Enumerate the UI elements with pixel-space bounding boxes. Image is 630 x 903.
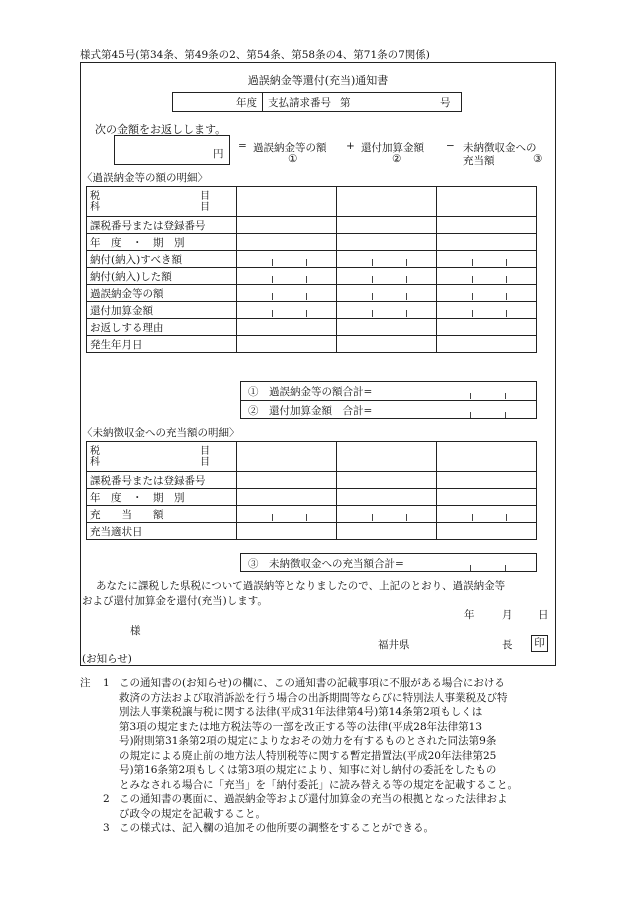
cell[interactable]: [237, 187, 337, 217]
formula-item1: 過誤納金等の額: [253, 142, 327, 154]
row-appropriation-date: 充当適状日: [87, 523, 237, 540]
note1-text: [119, 676, 518, 792]
cell[interactable]: [337, 319, 437, 336]
cell[interactable]: [337, 336, 437, 353]
closing-line1: あなたに課税した県税について過誤納等となりましたので、上記のとおり、過誤納金等: [96, 580, 506, 592]
cell[interactable]: [337, 285, 437, 302]
tick: [470, 412, 471, 418]
row-amount-paid: 納付(納入)した額: [87, 268, 237, 285]
bill-no-dai: 第: [340, 97, 351, 109]
cell[interactable]: [337, 187, 437, 217]
notes-label: 注: [80, 677, 91, 689]
cell[interactable]: [437, 489, 537, 506]
tick: [505, 393, 506, 399]
form-number: 様式第45号(第34条、第49条の2、第54条、第58条の4、第71条の7関係): [80, 49, 430, 61]
cell[interactable]: [237, 336, 337, 353]
digit-separator-tick: [372, 259, 373, 266]
section1-heading: 〈過誤納金等の額の明細〉: [82, 172, 208, 184]
date-day: 日: [538, 609, 549, 621]
cell[interactable]: [437, 506, 537, 523]
digit-separator-tick: [372, 293, 373, 300]
digit-separator-tick: [472, 293, 473, 300]
cell[interactable]: [437, 234, 537, 251]
year-label: 年度: [236, 97, 257, 109]
cell[interactable]: [437, 285, 537, 302]
cell[interactable]: [237, 302, 337, 319]
closing-line2: および還付加算金を還付(充当)します。: [82, 595, 268, 607]
digit-separator-tick: [406, 310, 407, 317]
cell[interactable]: [337, 489, 437, 506]
notice-label: (お知らせ): [82, 653, 132, 665]
date-month: 月: [502, 609, 513, 621]
digit-separator-tick: [272, 259, 273, 266]
cell[interactable]: [237, 472, 337, 489]
row-tax-number: 課税番号または登録番号: [87, 217, 237, 234]
section2-heading: 〈未納徴収金への充当額の明細〉: [82, 427, 240, 439]
cell[interactable]: [437, 268, 537, 285]
cell[interactable]: [337, 442, 437, 472]
bill-no-label: 支払請求番号: [268, 97, 331, 109]
note2-number: 2: [103, 793, 110, 805]
digit-separator-tick: [372, 276, 373, 283]
digit-separator-tick: [406, 259, 407, 266]
total-appropriation: ③ 未納徴収金への充当額合計=: [248, 558, 404, 570]
issuer-name: 福井県: [378, 639, 410, 651]
cell[interactable]: [237, 285, 337, 302]
note3-text: [119, 821, 434, 836]
note3-number: 3: [103, 822, 110, 834]
cell[interactable]: [337, 217, 437, 234]
formula-eq: =: [238, 140, 247, 152]
formula-item2-num: ②: [392, 153, 402, 165]
formula-item1-num: ①: [288, 153, 298, 165]
row-refund-reason: お返しする理由: [87, 319, 237, 336]
digit-separator-tick: [472, 276, 473, 283]
note-line: この通知書の裏面に、過誤納金等および還付加算金の充当の根拠となった法律およ: [119, 793, 508, 805]
row-overpayment: 過誤納金等の額: [87, 285, 237, 302]
cell[interactable]: [437, 442, 537, 472]
total-refund-addition: ② 還付加算金額 合計=: [248, 405, 373, 417]
tick: [470, 565, 471, 571]
row-occurrence-date: 発生年月日: [87, 336, 237, 353]
row-tax-item: 税 目 科 目: [87, 442, 237, 472]
row-fiscal-year: 年 度 ・ 期 別: [87, 489, 237, 506]
digit-separator-tick: [472, 259, 473, 266]
note-line: び政令の規定を記載すること。: [119, 807, 266, 820]
digit-separator-tick: [506, 514, 507, 521]
formula-item3-num: ③: [533, 153, 543, 165]
digit-separator-tick: [306, 259, 307, 266]
note-line: 別法人事業税譲与税に関する法律(平成31年法律第4号)第14条第2項もしくは: [119, 706, 483, 718]
cell[interactable]: [337, 472, 437, 489]
digit-separator-tick: [272, 514, 273, 521]
recipient-sama: 様: [130, 625, 141, 637]
cell[interactable]: [337, 234, 437, 251]
cell[interactable]: [237, 506, 337, 523]
seal-mark: 印: [531, 635, 548, 652]
digit-separator-tick: [472, 514, 473, 521]
overpayment-table: [86, 186, 537, 353]
digit-separator-tick: [272, 276, 273, 283]
cell[interactable]: [437, 472, 537, 489]
cell[interactable]: [337, 523, 437, 540]
row-tax-item: 税 目 科 目: [87, 187, 237, 217]
note-line: の規定による廃止前の地方法人特別税等に関する暫定措置法(平成20年法律第25: [119, 749, 497, 762]
digit-separator-tick: [506, 259, 507, 266]
page-title: 過誤納金等還付(充当)通知書: [247, 74, 389, 87]
digit-separator-tick: [306, 276, 307, 283]
digit-separator-tick: [306, 293, 307, 300]
cell[interactable]: [337, 302, 437, 319]
cell[interactable]: [437, 187, 537, 217]
note1-number: 1: [103, 677, 110, 689]
formula-item3-line1: 未納徴収金への: [463, 142, 537, 154]
row-refund-addition: 還付加算金額: [87, 302, 237, 319]
digit-separator-tick: [306, 310, 307, 317]
digit-separator-tick: [372, 514, 373, 521]
formula-plus: +: [346, 140, 355, 152]
appropriation-table: [86, 441, 537, 540]
cell[interactable]: [237, 319, 337, 336]
cell[interactable]: [237, 523, 337, 540]
bill-no-go: 号: [440, 97, 451, 109]
note-line: 号)第16条第2項もしくは第3項の規定により、知事に対し納付の委託をしたもの: [119, 764, 497, 776]
note-line: 救済の方法および取消訴訟を行う場合の出訴期間等ならびに特別法人事業税及び特: [119, 691, 508, 704]
cell[interactable]: [437, 336, 537, 353]
digit-separator-tick: [506, 276, 507, 283]
cell[interactable]: [237, 442, 337, 472]
cell[interactable]: [237, 217, 337, 234]
tick: [505, 565, 506, 571]
cell[interactable]: [237, 268, 337, 285]
cell[interactable]: [237, 489, 337, 506]
digit-separator-tick: [372, 310, 373, 317]
row-amount-due: 納付(納入)すべき額: [87, 251, 237, 268]
digit-separator-tick: [406, 514, 407, 521]
formula-minus: −: [446, 140, 455, 152]
cell[interactable]: [337, 251, 437, 268]
header-divider: [262, 92, 263, 112]
cell[interactable]: [437, 319, 537, 336]
tick: [470, 393, 471, 399]
digit-separator-tick: [506, 310, 507, 317]
note-line: とみなされる場合に「充当」を「納付委託」に読み替える等の規定を記載すること。: [119, 778, 518, 791]
note-line: この様式は、記入欄の追加その他所要の調整をすることができる。: [119, 822, 434, 834]
formula-item3-line2: 充当額: [463, 155, 495, 167]
cell[interactable]: [337, 268, 437, 285]
total-overpayment: ① 過誤納金等の額合計=: [248, 386, 373, 398]
intro-text: 次の金額をお返しします。: [95, 123, 227, 136]
cell[interactable]: [437, 302, 537, 319]
cell[interactable]: [437, 251, 537, 268]
cell[interactable]: [237, 251, 337, 268]
cell[interactable]: [437, 523, 537, 540]
digit-separator-tick: [272, 293, 273, 300]
row-fiscal-year: 年 度 ・ 期 別: [87, 234, 237, 251]
issuer-title: 長: [502, 639, 513, 651]
digit-separator-tick: [506, 293, 507, 300]
digit-separator-tick: [272, 310, 273, 317]
totals-divider: [240, 400, 537, 401]
tick: [505, 412, 506, 418]
note-line: 第3項の規定または地方税法等の一部を改正する等の法律(平成28年法律第13: [119, 720, 482, 733]
digit-separator-tick: [406, 276, 407, 283]
cell[interactable]: [437, 217, 537, 234]
note2-text: [119, 792, 508, 821]
formula-item2: 還付加算金額: [361, 142, 424, 154]
date-year: 年: [464, 609, 475, 621]
row-tax-number: 課税番号または登録番号: [87, 472, 237, 489]
note-line: 号)附則第31条第2項の規定によりなおその効力を有するものとされた同法第9条: [119, 735, 497, 747]
digit-separator-tick: [306, 514, 307, 521]
note-line: この通知書の(お知らせ)の欄に、この通知書の記載事項に不服がある場合における: [119, 677, 505, 689]
digit-separator-tick: [406, 293, 407, 300]
row-appropriation-amount: 充 当 額: [87, 506, 237, 523]
cell[interactable]: [237, 234, 337, 251]
cell[interactable]: [337, 506, 437, 523]
digit-separator-tick: [472, 310, 473, 317]
yen-label: 円: [213, 148, 224, 160]
